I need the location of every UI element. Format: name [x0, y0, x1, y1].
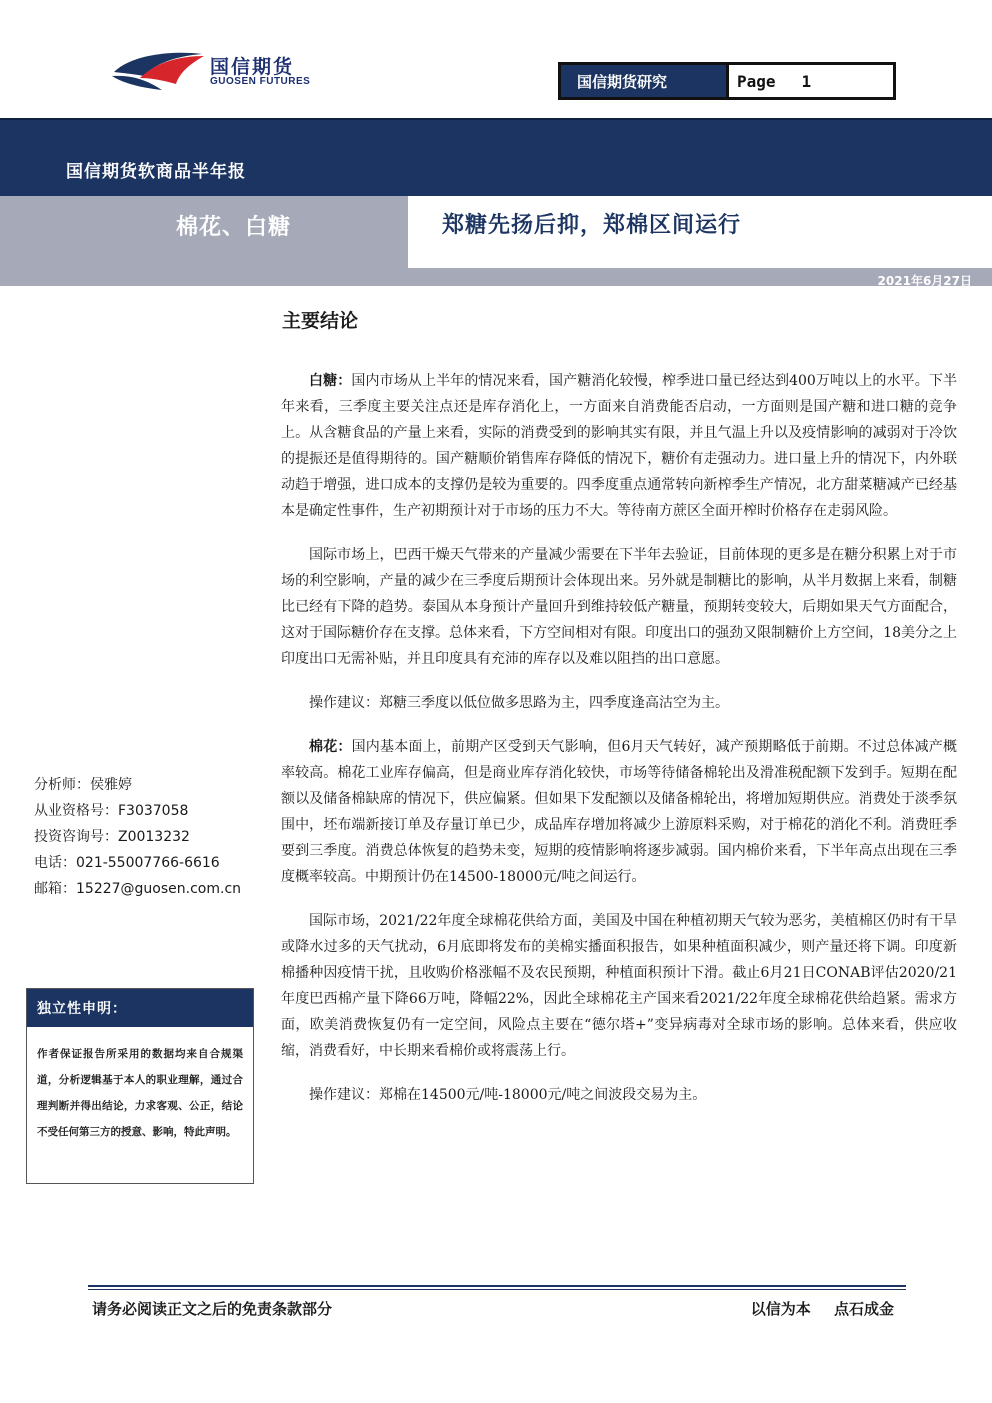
page-indicator: [729, 65, 893, 97]
cotton-advice: 操作建议：郑棉在14500元/吨-18000元/吨之间波段交易为主。: [309, 1087, 707, 1103]
analyst-info: [34, 772, 264, 902]
page-header-box: [558, 62, 896, 100]
statement-body: 作者保证报告所采用的数据均来自合规渠道，分析逻辑基于本人的职业理解，通过合理判断并得出结论，力求客观、公正，结论不受任何第三方的授意、影响，特此声明。: [37, 1048, 243, 1138]
logo-en-text: GUOSEN FUTURES: [210, 76, 311, 87]
report-type-title: 国信期货软商品半年报: [66, 162, 246, 182]
sugar-label: 白糖：: [309, 373, 352, 389]
footer-disclaimer: 请务必阅读正文之后的免责条款部分: [92, 1300, 333, 1318]
section-heading: 主要结论: [282, 310, 359, 332]
analyst-name: 分析师：侯雅婷: [34, 777, 132, 793]
report-date: 2021年6月27日: [877, 274, 972, 288]
headline-block: [408, 196, 992, 268]
independence-statement: [26, 988, 254, 1184]
sugar-paragraph: [281, 368, 957, 524]
page-number: 1: [801, 71, 812, 91]
sugar-text: 国内市场从上半年的情况来看，国产糖消化较慢，榨季进口量已经达到400万吨以上的水平。下半年来看，三季度主要关注点还是库存消化上，一方面来自消费能否启动，一方面则是国产糖和进口糖的竞争上。从含糖食品的产量上来看，实际的消费受到的影响其实有限，并且气温上升以及疫情影响的减弱对于冷饮的提振还是值得期待的。国产糖顺价销售库存降低的情况下，糖价有走强动力。进口量上升的情况下，内外联动趋于增强，进口成本的支撑仍是较为重要的。四季度重点通常转向新榨季生产情况，北方甜菜糖减产已经基本是确定性事件，生产初期预计对于市场的压力不大。等待南方蔗区全面开榨时价格存在走弱风险。: [281, 373, 957, 519]
cotton-label: 棉花：: [309, 739, 352, 755]
sugar-advice: 操作建议：郑糖三季度以低位做多思路为主，四季度逢高沽空为主。: [309, 695, 729, 711]
analyst-consult-number: 投资咨询号：Z0013232: [34, 829, 190, 845]
company-logo: [110, 50, 350, 100]
report-headline: 郑糖先扬后抑，郑棉区间运行: [442, 213, 742, 238]
sugar-intl-paragraph: 国际市场上，巴西干燥天气带来的产量减少需要在下半年去验证，目前体现的更多是在糖分积累上对于市场的利空影响，产量的减少在三季度后期预计会体现出来。另外就是制糖比的影响，从半月数据上来看，制糖比已经有下降的趋势。泰国从本身预计产量回升到维持较低产糖量，预期转变较大，后期如果天气方面配合，这对于国际糖价存在支撑。总体来看，下方空间相对有限。印度出口的强劲又限制糖价上方空间，18美分之上印度出口无需补贴，并且印度具有充沛的库存以及难以阻挡的出口意愿。: [281, 547, 957, 667]
analyst-email: 邮箱：15227@guosen.com.cn: [34, 881, 242, 897]
analyst-phone: 电话：021-55007766-6616: [34, 855, 220, 871]
cotton-paragraph: [281, 734, 957, 890]
logo-emblem-icon: [110, 50, 206, 96]
commodity-title: 棉花、白糖: [176, 215, 292, 240]
statement-title: 独立性申明：: [27, 989, 253, 1027]
analyst-qualification: 从业资格号：F3037058: [34, 803, 189, 819]
section-label: 国信期货研究: [561, 65, 729, 97]
cotton-text: 国内基本面上，前期产区受到天气影响，但6月天气转好，减产预期略低于前期。不过总体减产概率较高。棉花工业库存偏高，但是商业库存消化较快，市场等待储备棉轮出及滑准税配额下发到手。短期在配额以及储备棉缺席的情况下，供应偏紧。但如果下发配额以及储备棉轮出，将增加短期供应。消费处于淡季氛围中，坯布端新接订单及存量订单已少，成品库存增加将减少上游原料采购，对于棉花的消化不利。消费旺季要到三季度。消费总体恢复的趋势未变，短期的疫情影响将逐步减弱。国内棉价来看，下半年高点出现在三季度概率较高。中期预计仍在14500-18000元/吨之间运行。: [281, 739, 958, 885]
cotton-intl-paragraph: 国际市场，2021/22年度全球棉花供给方面，美国及中国在种植初期天气较为恶劣，美植棉区仍时有干旱或降水过多的天气扰动，6月底即将发布的美棉实播面积报告，如果种植面积减少，则产量还将下调。印度新棉播种因疫情干扰，且收购价格涨幅不及农民预期，种植面积预计下滑。截止6月21日CONAB评估2020/21年度巴西棉产量下降66万吨，降幅22%，因此全球棉花主产国来看2021/22年度全球棉花供给趋紧。需求方面，欧美消费恢复仍有一定空间，风险点主要在“德尔塔+”变异病毒对全球市场的影响。总体来看，供应收缩，消费看好，中长期来看棉价或将震荡上行。: [281, 913, 957, 1059]
report-banner: [0, 118, 992, 196]
commodity-block: [0, 196, 408, 268]
date-strip: [0, 268, 992, 286]
footer-divider-thin: [88, 1289, 906, 1290]
main-content: [281, 368, 957, 1108]
footer-slogan: 以信为本 点石成金: [750, 1300, 894, 1318]
logo-cn-text: 国信期货: [210, 56, 295, 78]
footer-divider: [88, 1285, 906, 1287]
subheader-bar: [0, 196, 992, 268]
page-label: Page: [737, 71, 776, 91]
